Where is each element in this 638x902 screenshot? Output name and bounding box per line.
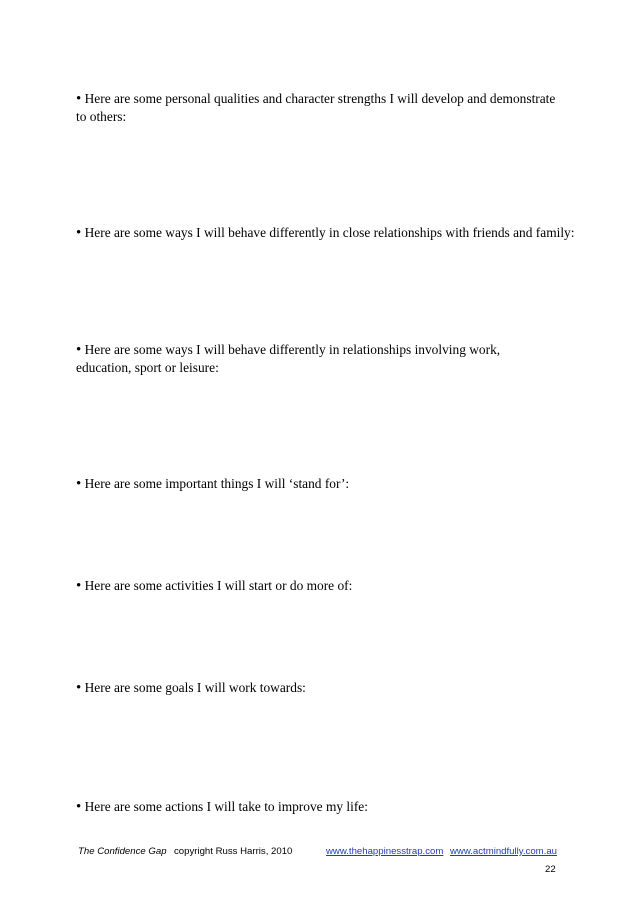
bullet-icon: • [76, 225, 82, 241]
prompt-stand-for [76, 475, 566, 493]
bullet-icon: • [76, 680, 82, 696]
bullet-icon: • [76, 799, 82, 815]
prompt-actions [76, 798, 566, 816]
bullet-icon: • [76, 578, 82, 594]
prompt-text: Here are some personal qualities and character strengths I will develop and demonstrate to others: [76, 91, 556, 124]
footer-title: The Confidence Gap [78, 846, 167, 857]
prompt-close-relationships [76, 224, 596, 242]
prompt-text: Here are some activities I will start or do more of: [84, 578, 353, 593]
prompt-text: Here are some ways I will behave differently in close relationships with friends and family: [84, 225, 575, 240]
bullet-icon: • [76, 91, 82, 107]
footer-copyright: copyright Russ Harris, 2010 [174, 846, 293, 857]
prompt-goals [76, 679, 566, 697]
prompt-text: Here are some important things I will ‘stand for’: [84, 476, 350, 491]
bullet-icon: • [76, 342, 82, 358]
prompt-activities [76, 577, 566, 595]
footer-link-happinesstrap[interactable]: www.thehappinesstrap.com [326, 846, 444, 857]
prompt-text: Here are some goals I will work towards: [84, 680, 306, 695]
prompt-personal-qualities [76, 90, 566, 125]
prompt-text: Here are some actions I will take to improve my life: [84, 799, 368, 814]
bullet-icon: • [76, 476, 82, 492]
prompt-text: Here are some ways I will behave differently in relationships involving work, education, sport or leisure: [76, 342, 501, 375]
page-number: 22 [545, 864, 556, 875]
prompt-work-relationships [76, 341, 556, 376]
footer-link-actmindfully[interactable]: www.actmindfully.com.au [450, 846, 557, 857]
